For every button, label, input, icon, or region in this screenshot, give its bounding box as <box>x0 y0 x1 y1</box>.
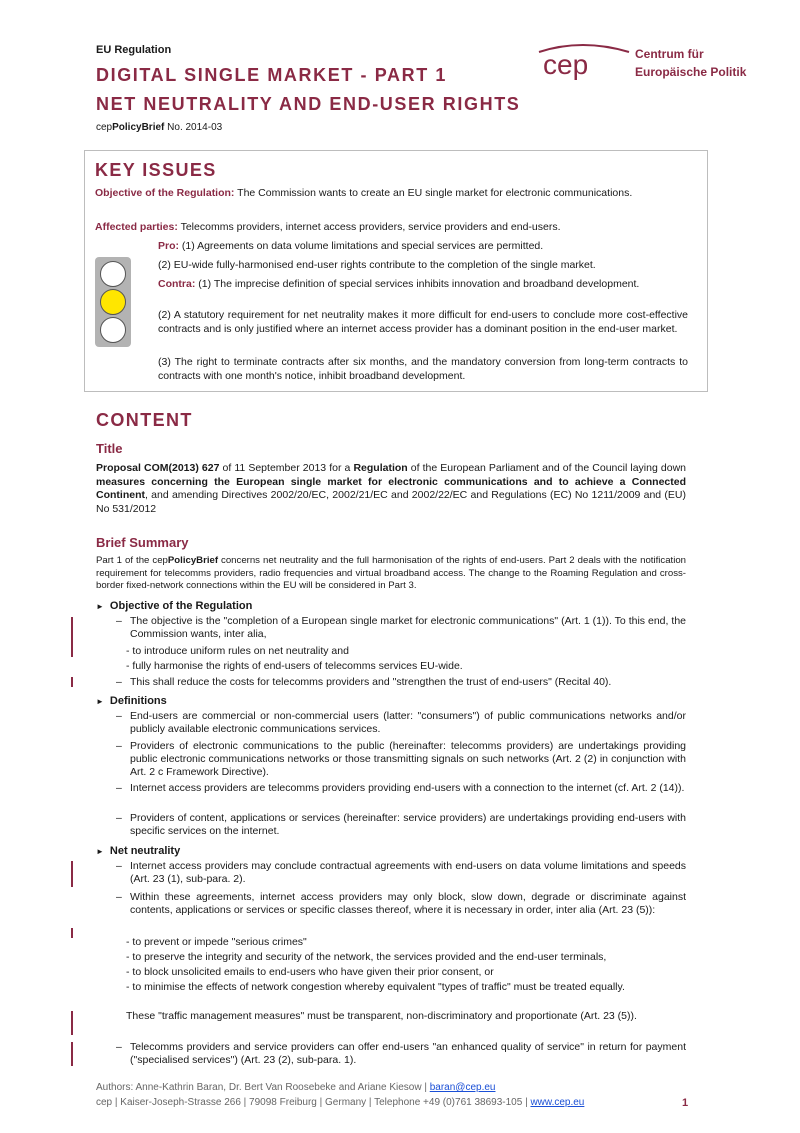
brief-summary-heading: Brief Summary <box>96 535 189 550</box>
definition-2-text: Providers of electronic communications to the public (hereinafter: telecomms providers) are undertakings providing public electronic communications networks or those transmitting signals on such networks (Art. 2 (2) in conjunction with Art. 2 c Framework Directive). <box>130 740 686 779</box>
affected-parties-paragraph <box>95 221 695 235</box>
net-neutrality-item-1-text: Internet access providers may conclude contractual agreements with end-users on data volume limitations and speeds (Art. 23 (1), sub-para. 2). <box>130 860 686 886</box>
definition-4-text: Providers of content, applications or services (hereinafter: service providers) are undertakings providing end-users with specific services on the internet. <box>130 812 686 838</box>
proposal-regulation: Regulation <box>353 462 408 474</box>
title-heading: Title <box>96 441 123 456</box>
affected-text: Telecomms providers, internet access providers, service providers and end-users. <box>180 221 561 233</box>
organization-name <box>635 45 746 81</box>
net-neutrality-heading-text: Net neutrality <box>109 845 181 857</box>
dash-bullet: – <box>116 1041 122 1053</box>
net-neutrality-subitem-c: - to block unsolicited emails to end-users who have given their prior consent, or <box>126 966 494 978</box>
summary-text-2: concerns net neutrality and the full harmonisation of the rights of end-users. Part 2 deals with the notification requirement for telecomms providers, radio frequencies and virtual broadband access. The change to the Roaming Regulation and cross-border fixed-network connections within the EU will be considered in Part 3. <box>96 555 686 591</box>
document-title-line2: NET NEUTRALITY AND END-USER RIGHTS <box>96 94 521 114</box>
definition-2 <box>116 740 686 780</box>
document-title-line1: DIGITAL SINGLE MARKET - PART 1 <box>96 65 448 85</box>
traffic-management-paragraph: These "traffic management measures" must be transparent, non-discriminatory and proportionate (Art. 23 (5)). <box>126 1010 637 1022</box>
dash-bullet: – <box>116 740 122 752</box>
category-label: EU Regulation <box>96 44 172 56</box>
page-number: 1 <box>682 1097 689 1109</box>
dash-bullet: – <box>116 710 122 722</box>
cep-logo-icon <box>537 40 633 90</box>
contra-label: Contra: <box>158 278 196 290</box>
summary-text-1: Part 1 of the cep <box>96 555 168 566</box>
objective-heading-text: Objective of the Regulation <box>109 600 253 612</box>
key-issues-title: KEY ISSUES <box>95 160 217 180</box>
footer-authors-text: Authors: Anne-Kathrin Baran, Dr. Bert Van Roosebeke and Ariane Kiesow | <box>96 1082 430 1093</box>
contra-3: (3) The right to terminate contracts after six months, and the mandatory conversion from long-term contracts to contracts with one month's notice, inhibit broadband development. <box>158 356 688 382</box>
brief-bold: PolicyBrief <box>112 122 165 133</box>
definition-1-text: End-users are commercial or non-commercial users (latter: "consumers") of public communications networks and/or publicly available electronic communications services. <box>130 710 686 736</box>
author-email-link[interactable]: baran@cep.eu <box>429 1082 496 1093</box>
dash-bullet: – <box>116 615 122 627</box>
contra-2: (2) A statutory requirement for net neutrality makes it more difficult for end-users to conclude more cost-effective contracts and is only justified where an internet access provider has a dominant position in the end-user market. <box>158 309 688 335</box>
definition-3 <box>116 782 686 795</box>
contra-1-text: (1) The imprecise definition of special services inhibits innovation and broadband development. <box>198 278 640 290</box>
traffic-light-bottom-lamp <box>100 317 126 343</box>
margin-change-bar <box>71 1011 73 1035</box>
proposal-text-3: , and amending Directives 2002/20/EC, 2002/21/EC and 2002/22/EC and Regulations (EC) No 1211/2009 and (EU) No 531/2012 <box>96 489 686 515</box>
definition-3-text: Internet access providers are telecomms providers providing end-users with a connection to the internet (cf. Art. 2 (14)). <box>130 782 685 794</box>
objective-item-1 <box>116 615 686 641</box>
objective-label: Objective of the Regulation: <box>95 187 235 199</box>
triangle-bullet-icon: ► <box>96 847 104 856</box>
objective-paragraph <box>95 187 695 201</box>
policy-brief-number <box>96 122 222 133</box>
margin-change-bar <box>71 677 73 687</box>
objective-item-1-text: The objective is the "completion of a European single market for electronic communications" (Art. 1 (1)). To this end, the Commission wants, inter alia, <box>130 615 686 641</box>
proposal-paragraph <box>96 462 686 516</box>
brief-number: No. 2014-03 <box>167 122 223 133</box>
proposal-text-1: of 11 September 2013 for a <box>219 462 354 474</box>
contra-1 <box>158 278 688 292</box>
pro-1 <box>158 240 688 254</box>
net-neutrality-item-3-text: Telecomms providers and service providers can offer end-users "an enhanced quality of service" in return for payment ("specialised services") (Art. 23 (2), sub-para. 1). <box>130 1041 686 1067</box>
org-line1: Centrum für <box>635 47 704 61</box>
net-neutrality-subitem-a: - to prevent or impede "serious crimes" <box>126 936 307 948</box>
traffic-light-icon <box>95 257 131 347</box>
dash-bullet: – <box>116 676 122 688</box>
footer-authors <box>96 1082 495 1093</box>
definition-4 <box>116 812 686 838</box>
objective-item-2 <box>116 676 686 689</box>
net-neutrality-subitem-b: - to preserve the integrity and security of the network, the services provided and the end-user terminals, <box>126 951 607 963</box>
definition-1 <box>116 710 686 736</box>
key-issues-box <box>84 150 708 392</box>
dash-bullet: – <box>116 891 122 903</box>
objective-heading <box>96 600 252 612</box>
traffic-light-middle-lamp <box>100 289 126 315</box>
content-title: CONTENT <box>96 410 193 430</box>
org-line2: Europäische Politik <box>635 65 747 79</box>
objective-text: The Commission wants to create an EU single market for electronic communications. <box>237 187 633 199</box>
affected-label: Affected parties: <box>95 221 178 233</box>
cep-logo-text: cep <box>543 49 589 80</box>
cep-logo <box>537 40 757 90</box>
traffic-light-top-lamp <box>100 261 126 287</box>
brief-summary-paragraph <box>96 555 686 593</box>
website-link[interactable]: www.cep.eu <box>530 1097 585 1108</box>
dash-bullet: – <box>116 812 122 824</box>
definitions-heading-text: Definitions <box>109 695 167 707</box>
margin-change-bar <box>71 617 73 657</box>
pro-label: Pro: <box>158 240 179 252</box>
margin-change-bar <box>71 1042 73 1066</box>
objective-subitem-b: - fully harmonise the rights of end-users of telecomms services EU-wide. <box>126 660 463 672</box>
proposal-text-2: of the European Parliament and of the Council laying down <box>407 462 686 474</box>
objective-item-2-text: This shall reduce the costs for telecomms providers and "strengthen the trust of end-users" (Recital 40). <box>130 676 612 688</box>
margin-change-bar <box>71 861 73 887</box>
objective-subitem-a: - to introduce uniform rules on net neutrality and <box>126 645 349 657</box>
net-neutrality-item-1 <box>116 860 686 886</box>
footer-address-text: cep | Kaiser-Joseph-Strasse 266 | 79098 Freiburg | Germany | Telephone +49 (0)761 38693-105 | <box>96 1097 531 1108</box>
triangle-bullet-icon: ► <box>96 697 104 706</box>
margin-change-bar <box>71 928 73 938</box>
dash-bullet: – <box>116 782 122 794</box>
pro-1-text: (1) Agreements on data volume limitations and special services are permitted. <box>181 240 544 252</box>
triangle-bullet-icon: ► <box>96 602 104 611</box>
net-neutrality-item-2-text: Within these agreements, internet access providers may only block, slow down, degrade or discriminate against contents, applications or services or specific classes thereof, where it is necessary in order, inter alia (Art. 23 (5)): <box>130 891 686 917</box>
proposal-measures: measures concerning the European single market for electronic communications and to achieve a Connected Continent <box>96 475 686 501</box>
definitions-heading <box>96 695 167 707</box>
footer-address <box>96 1097 584 1108</box>
brief-prefix: cep <box>96 122 113 133</box>
net-neutrality-subitem-d: - to minimise the effects of network congestion whereby equivalent "types of traffic" must be treated equally. <box>126 981 625 993</box>
net-neutrality-item-2 <box>116 891 686 917</box>
dash-bullet: – <box>116 860 122 872</box>
net-neutrality-heading <box>96 845 180 857</box>
proposal-ref: Proposal COM(2013) 627 <box>96 462 220 474</box>
summary-brand: PolicyBrief <box>167 555 219 566</box>
pro-2: (2) EU-wide fully-harmonised end-user rights contribute to the completion of the single market. <box>158 259 596 271</box>
net-neutrality-item-3 <box>116 1041 686 1067</box>
